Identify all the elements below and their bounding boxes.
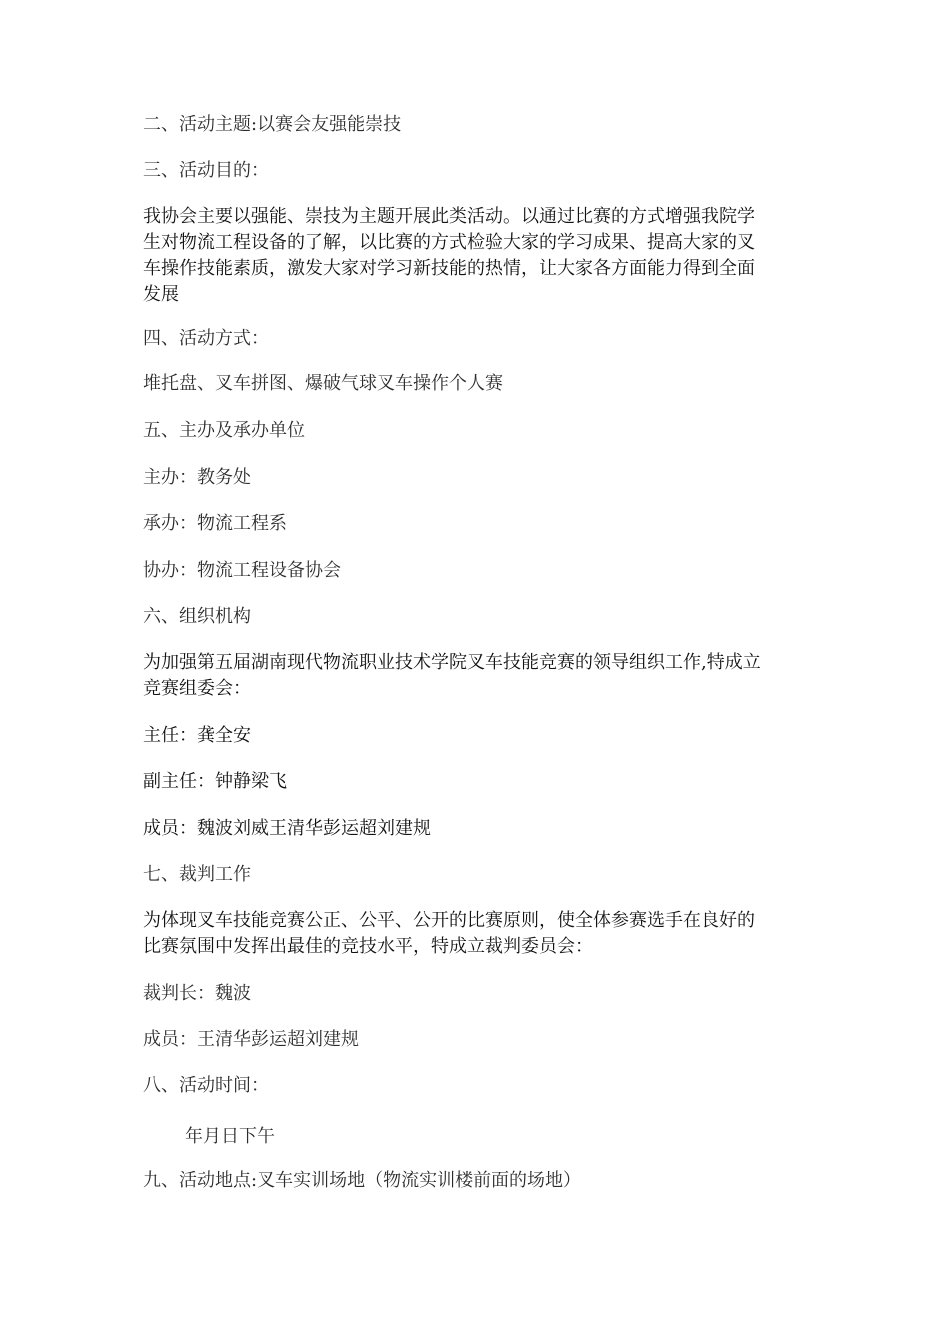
paragraph-line: 竞赛组委会： bbox=[143, 678, 251, 699]
committee-director: 主任：龚全安 bbox=[143, 725, 251, 746]
section-4-heading: 四、活动方式： bbox=[143, 328, 269, 349]
section-2-theme: 二、活动主题:以赛会友强能崇技 bbox=[143, 114, 402, 135]
committee-members: 成员：魏波刘威王清华彭运超刘建规 bbox=[143, 818, 431, 839]
paragraph-line: 生对物流工程设备的了解，以比赛的方式检验大家的学习成果、提高大家的叉 bbox=[143, 232, 755, 253]
paragraph-line: 发展 bbox=[143, 284, 179, 305]
coorganizer-unit: 协办：物流工程设备协会 bbox=[143, 560, 341, 581]
section-5-heading: 五、主办及承办单位 bbox=[143, 420, 305, 441]
paragraph-line: 我协会主要以强能、崇技为主题开展此类活动。以通过比赛的方式增强我院学 bbox=[143, 206, 755, 227]
section-3-heading: 三、活动目的： bbox=[143, 160, 269, 181]
organizer-unit: 承办：物流工程系 bbox=[143, 513, 287, 534]
section-7-paragraph bbox=[143, 908, 808, 960]
section-6-heading: 六、组织机构 bbox=[143, 606, 251, 627]
section-8-body: 年月日下午 bbox=[185, 1126, 275, 1147]
section-9-location: 九、活动地点:叉车实训场地（物流实训楼前面的场地） bbox=[143, 1170, 582, 1191]
paragraph-line: 为体现叉车技能竞赛公正、公平、公开的比赛原则，使全体参赛选手在良好的 bbox=[143, 910, 755, 931]
judge-members: 成员：王清华彭运超刘建规 bbox=[143, 1029, 359, 1050]
section-8-heading: 八、活动时间： bbox=[143, 1075, 269, 1096]
paragraph-line: 车操作技能素质，激发大家对学习新技能的热情，让大家各方面能力得到全面 bbox=[143, 258, 755, 279]
section-6-paragraph bbox=[143, 650, 808, 702]
section-3-paragraph bbox=[143, 204, 808, 308]
chief-judge: 裁判长：魏波 bbox=[143, 983, 251, 1004]
committee-vice-director: 副主任：钟静梁飞 bbox=[143, 771, 287, 792]
host-unit: 主办：教务处 bbox=[143, 467, 251, 488]
paragraph-line: 比赛氛围中发挥出最佳的竞技水平，特成立裁判委员会： bbox=[143, 936, 593, 957]
section-7-heading: 七、裁判工作 bbox=[143, 864, 251, 885]
paragraph-line: 为加强第五届湖南现代物流职业技术学院叉车技能竞赛的领导组织工作,特成立 bbox=[143, 652, 761, 673]
section-4-body: 堆托盘、叉车拼图、爆破气球叉车操作个人赛 bbox=[143, 373, 503, 394]
